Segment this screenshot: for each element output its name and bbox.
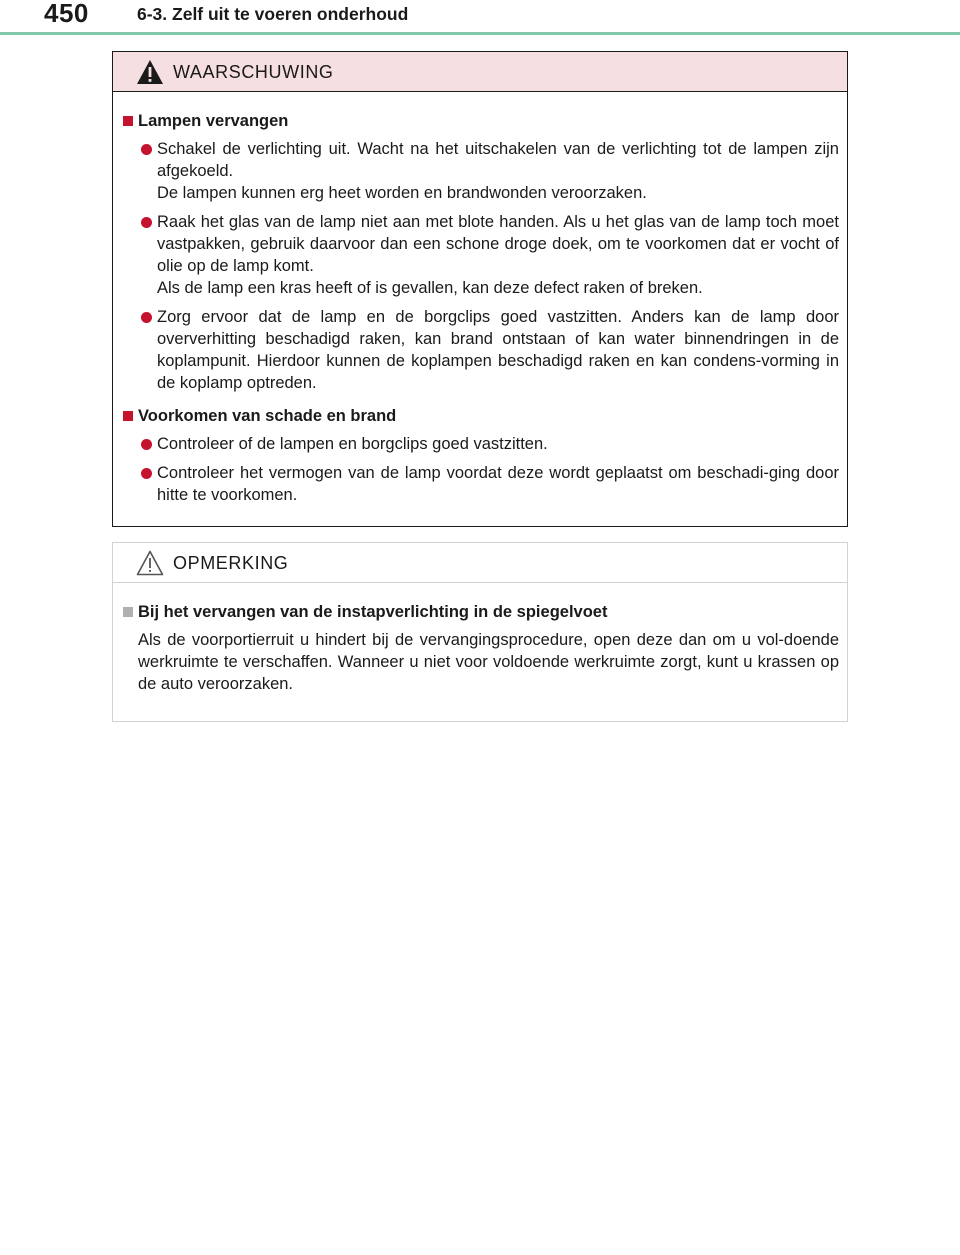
- round-bullet-icon: [141, 312, 152, 323]
- warning-body: [113, 92, 847, 506]
- warning-header: [113, 52, 847, 92]
- warning-triangle-icon: [135, 58, 165, 86]
- square-bullet-icon: [123, 116, 133, 126]
- page-number: 450: [44, 0, 89, 28]
- warning-box: [112, 51, 848, 527]
- warning-title: WAARSCHUWING: [173, 62, 334, 82]
- list-item: Controleer of de lampen en borgclips goed vastzitten.: [121, 433, 839, 455]
- list-item: Schakel de verlichting uit. Wacht na het uitschakelen van de verlichting tot de lampen zijn afgekoeld. De lampen kunnen erg heet worden en brandwonden veroorzaken.: [121, 138, 839, 204]
- round-bullet-icon: [141, 217, 152, 228]
- round-bullet-icon: [141, 468, 152, 479]
- square-bullet-icon: [123, 607, 133, 617]
- note-text: Als de voorportierruit u hindert bij de vervangingsprocedure, open deze dan om u vol-doende werkruimte te verschaffen. Wanneer u niet voor voldoende werkruimte zorgt, kunt u krassen op de auto veroorzaken.: [138, 631, 839, 693]
- header-rule: [0, 32, 960, 35]
- note-heading: Bij het vervangen van de instapverlichting in de spiegelvoet: [121, 601, 839, 623]
- section-heading: Voorkomen van schade en brand: [121, 405, 839, 427]
- note-header: [113, 543, 847, 583]
- list-item: Zorg ervoor dat de lamp en de borgclips goed vastzitten. Anders kan de lamp door oververhitting beschadigd raken, kan brand ontstaan of kan water binnendringen in de koplampunit. Hierdoor kunnen de koplampen beschadigd raken en kan condens-vorming in de koplamp optreden.: [121, 306, 839, 394]
- note-box: [112, 542, 848, 722]
- section-heading: Lampen vervangen: [121, 110, 839, 132]
- note-title: OPMERKING: [173, 553, 289, 573]
- caution-triangle-icon: [135, 549, 165, 577]
- page-header: [0, 0, 960, 40]
- square-bullet-icon: [123, 411, 133, 421]
- list-item: Raak het glas van de lamp niet aan met blote handen. Als u het glas van de lamp toch moet vastpakken, gebruik daarvoor dan een schone droge doek, om te voorkomen dat er vocht of olie op de lamp komt. Als de lamp een kras heeft of is gevallen, kan deze defect raken of breken.: [121, 211, 839, 299]
- round-bullet-icon: [141, 439, 152, 450]
- list-item: Controleer het vermogen van de lamp voordat deze wordt geplaatst om beschadi-ging door hitte te voorkomen.: [121, 462, 839, 506]
- note-body: [113, 583, 847, 695]
- round-bullet-icon: [141, 144, 152, 155]
- section-title: 6-3. Zelf uit te voeren onderhoud: [137, 4, 409, 24]
